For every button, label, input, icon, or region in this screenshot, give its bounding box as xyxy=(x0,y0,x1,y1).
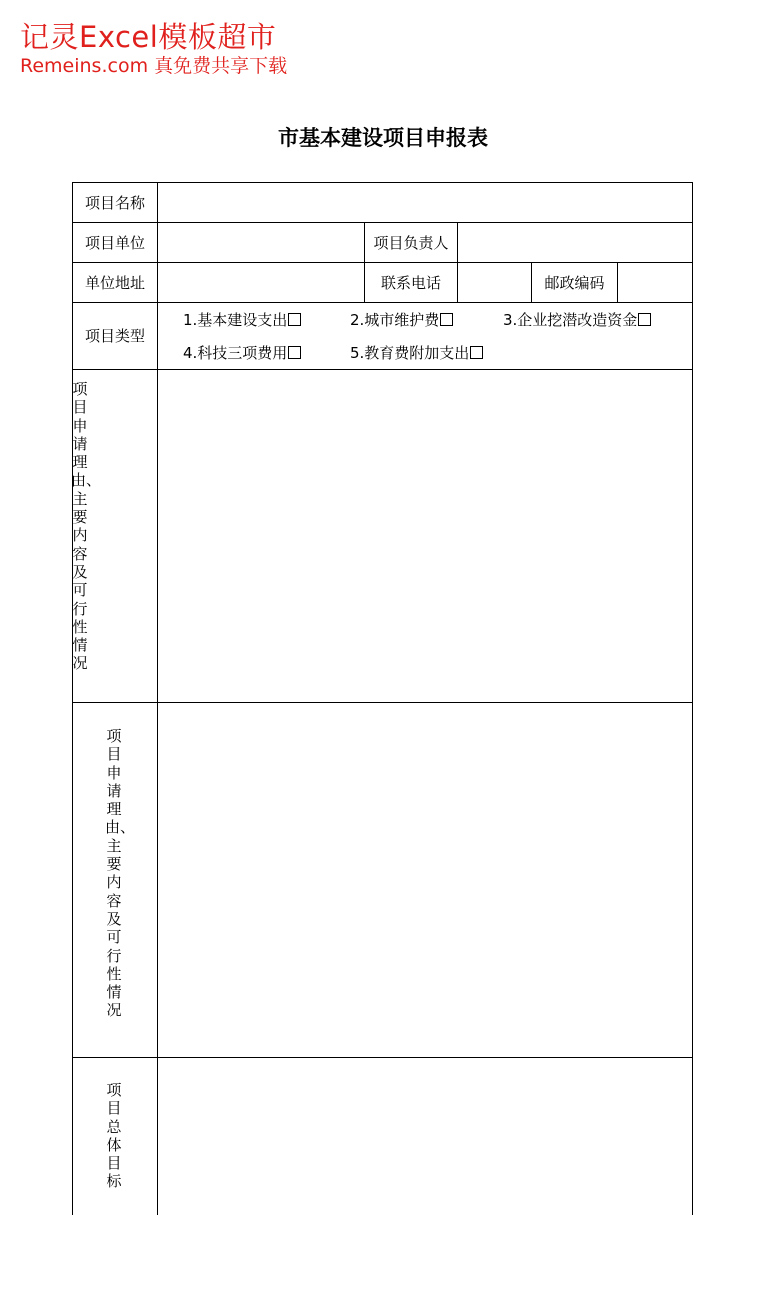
reason-section-label: 项目申请理由、主要内容及可行性情况 xyxy=(71,380,102,673)
project-type-option[interactable] xyxy=(350,344,483,362)
checkbox-icon[interactable] xyxy=(288,313,301,326)
option-label: 3.企业挖潜改造资金 xyxy=(503,311,638,329)
contact-phone-label: 联系电话 xyxy=(380,273,441,292)
reason-section-field[interactable] xyxy=(158,370,692,702)
option-label: 5.教育费附加支出 xyxy=(350,344,470,362)
table-line xyxy=(692,182,693,1215)
goal-section-field[interactable] xyxy=(158,1058,692,1215)
option-label: 1.基本建设支出 xyxy=(183,311,288,329)
reason-section-field-2[interactable] xyxy=(158,703,692,1057)
checkbox-icon[interactable] xyxy=(638,313,651,326)
watermark-title: 记灵Excel模板超市 xyxy=(20,20,277,54)
project-name-label: 项目名称 xyxy=(84,193,145,212)
project-type-option[interactable] xyxy=(183,344,301,362)
unit-address-field[interactable] xyxy=(158,263,364,302)
project-name-field[interactable] xyxy=(158,183,692,222)
project-type-option[interactable] xyxy=(183,311,301,329)
postal-code-field[interactable] xyxy=(618,263,692,302)
checkbox-icon[interactable] xyxy=(440,313,453,326)
option-label: 4.科技三项费用 xyxy=(183,344,288,362)
project-type-label: 项目类型 xyxy=(84,327,145,345)
watermark-subtitle: Remeins.com 真免费共享下载 xyxy=(20,55,288,77)
project-unit-field[interactable] xyxy=(158,223,364,262)
table-line xyxy=(72,302,693,303)
postal-code-label: 邮政编码 xyxy=(544,273,605,292)
unit-address-label: 单位地址 xyxy=(84,273,145,292)
form-title: 市基本建设项目申报表 xyxy=(278,125,488,150)
project-type-option[interactable] xyxy=(350,311,453,329)
project-leader-label: 项目负责人 xyxy=(373,233,449,252)
project-leader-field[interactable] xyxy=(458,223,692,262)
option-label: 2.城市维护费 xyxy=(350,311,440,329)
contact-phone-field[interactable] xyxy=(458,263,531,302)
project-unit-label: 项目单位 xyxy=(84,233,145,252)
project-type-option[interactable] xyxy=(503,311,651,329)
checkbox-icon[interactable] xyxy=(288,346,301,359)
goal-section-label: 项目总体目标 xyxy=(106,1081,122,1191)
checkbox-icon[interactable] xyxy=(470,346,483,359)
reason-section-label-2: 项目申请理由、主要内容及可行性情况 xyxy=(105,727,136,1020)
